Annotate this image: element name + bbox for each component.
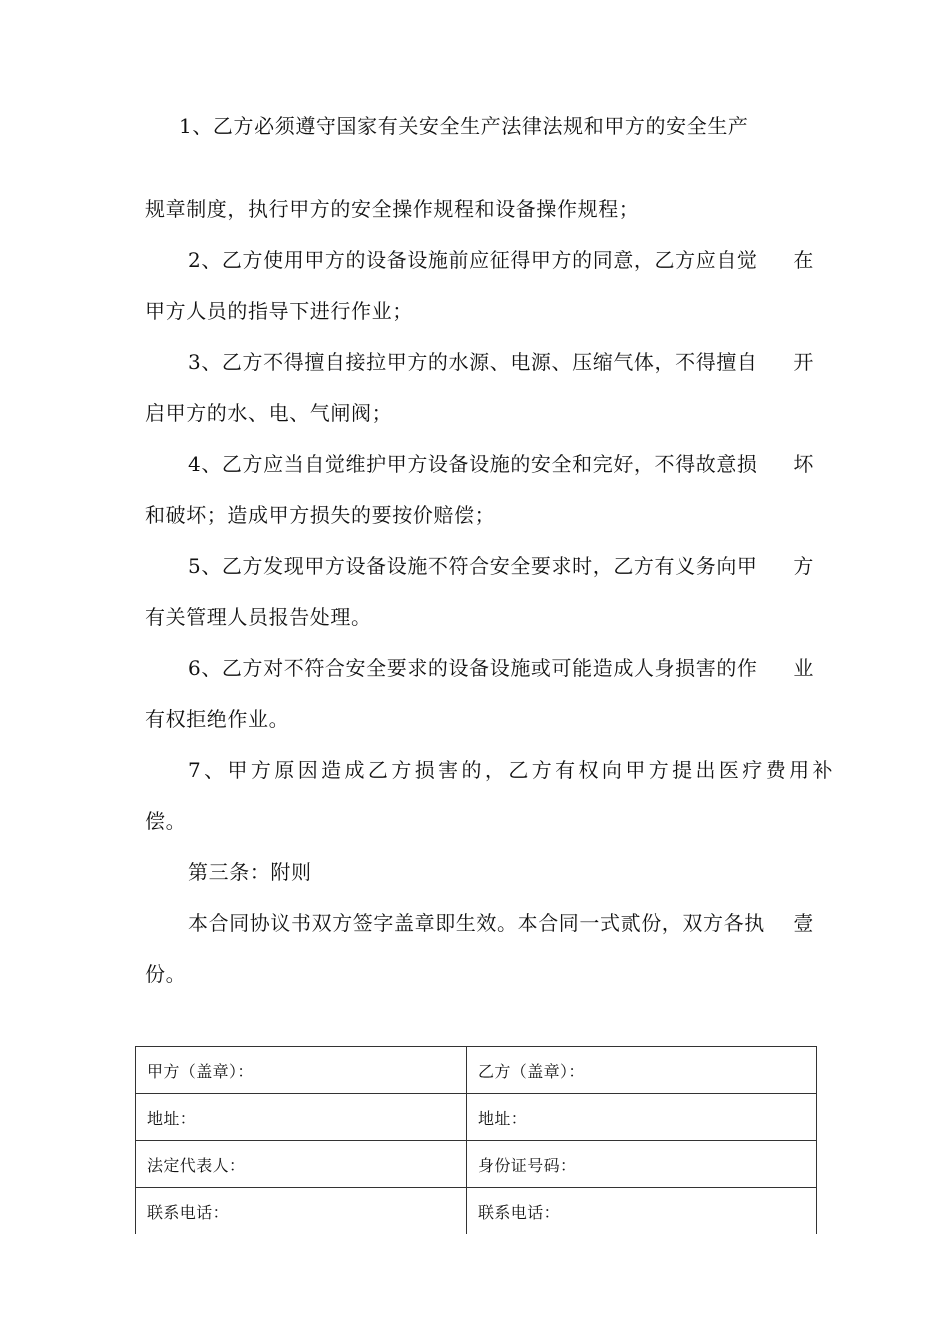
closing-line-1 [188, 910, 814, 936]
clause-3-line-1 [188, 349, 814, 375]
clause-1-line-1: 1、乙方必须遵守国家有关安全生产法律法规和甲方的安全生产 [179, 114, 749, 138]
party-a-legal-rep-cell: 法定代表人： [136, 1141, 467, 1188]
clause-6-text: 6、乙方对不符合安全要求的设备设施或可能造成人身损害的作 [188, 656, 758, 680]
party-b-id-number-cell: 身份证号码： [467, 1141, 817, 1188]
party-b-phone-cell: 联系电话： [467, 1188, 817, 1235]
clause-5-text: 5、乙方发现甲方设备设施不符合安全要求时，乙方有义务向甲 [188, 554, 758, 578]
table-row [136, 1047, 817, 1094]
table-row [136, 1188, 817, 1235]
clause-6-line-1 [188, 655, 814, 681]
party-a-phone-cell: 联系电话： [136, 1188, 467, 1235]
table-row [136, 1141, 817, 1188]
clause-4-text: 4、乙方应当自觉维护甲方设备设施的安全和完好，不得故意损 [188, 452, 758, 476]
clause-4-line-2: 和破坏；造成甲方损失的要按价赔偿； [145, 503, 496, 527]
clause-3-text: 3、乙方不得擅自接拉甲方的水源、电源、压缩气体，不得擅自 [188, 350, 758, 374]
clause-5-line-1 [188, 553, 814, 579]
clause-2-line-1 [188, 247, 814, 273]
closing-line-2: 份。 [145, 962, 187, 986]
clause-5-tail: 方 [793, 554, 814, 578]
clause-1-line-2: 规章制度，执行甲方的安全操作规程和设备操作规程； [145, 197, 640, 221]
clause-2-tail: 在 [793, 248, 814, 272]
signature-table [135, 1046, 817, 1234]
section-heading-3: 第三条：附则 [188, 860, 312, 884]
table-row [136, 1094, 817, 1141]
clause-4-tail: 坏 [793, 452, 814, 476]
closing-text: 本合同协议书双方签字盖章即生效。本合同一式贰份，双方各执 [188, 911, 765, 935]
clause-7-line-1: 7、甲方原因造成乙方损害的，乙方有权向甲方提出医疗费用补 [188, 758, 836, 782]
clause-3-line-2: 启甲方的水、电、气闸阀； [145, 401, 393, 425]
clause-5-line-2: 有关管理人员报告处理。 [145, 605, 372, 629]
clause-7-line-2: 偿。 [145, 809, 187, 833]
party-b-seal-cell: 乙方（盖章）： [467, 1047, 817, 1094]
clause-6-tail: 业 [793, 656, 814, 680]
clause-2-line-2: 甲方人员的指导下进行作业； [145, 299, 413, 323]
clause-2-text: 2、乙方使用甲方的设备设施前应征得甲方的同意，乙方应自觉 [188, 248, 758, 272]
clause-3-tail: 开 [793, 350, 814, 374]
clause-4-line-1 [188, 451, 814, 477]
party-b-address-cell: 地址： [467, 1094, 817, 1141]
party-a-address-cell: 地址： [136, 1094, 467, 1141]
party-a-seal-cell: 甲方（盖章）： [136, 1047, 467, 1094]
closing-tail: 壹 [793, 911, 814, 935]
clause-6-line-2: 有权拒绝作业。 [145, 707, 290, 731]
